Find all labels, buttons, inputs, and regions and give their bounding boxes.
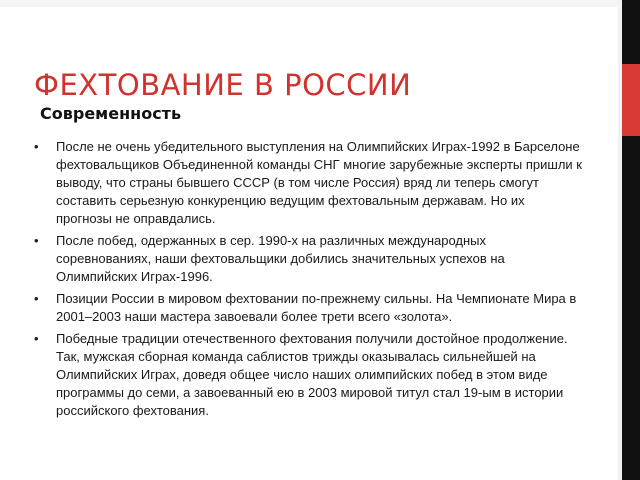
bullet-list [34, 138, 582, 424]
bullet-item [34, 232, 582, 286]
bullet-marker: • [34, 233, 39, 248]
bullet-text: Позиции России в мировом фехтовании по-прежнему сильны. На Чемпионате Мира в 2001–2003 наши мастера завоевали более трети всего «золота». [56, 291, 577, 324]
slide-title: ФЕХТОВАНИЕ В РОССИИ [34, 68, 412, 102]
bullet-text: После не очень убедительного выступления на Олимпийских Играх-1992 в Барселоне фехтовальщиков Объединенной команды СНГ многие зарубежные эксперты пришли к выводу, что страны бывшего СССР (в том числе Россия) вряд ли теперь смогут составить серьезную конкуренцию ведущим фехтовальным державам. Но их прогнозы не оправдались. [56, 139, 582, 226]
right-accent-block [622, 64, 640, 136]
top-decorative-bar [0, 0, 640, 7]
bullet-marker: • [34, 291, 39, 306]
bullet-item [34, 138, 582, 228]
bullet-marker: • [34, 331, 39, 346]
slide-subtitle: Современность [40, 104, 182, 123]
bullet-text: Победные традиции отечественного фехтования получили достойное продолжение. Так, мужская сборная команда саблистов трижды оказывалась сильнейшей на Олимпийских Играх, доведя общее число наших олимпийских побед в этом виде программы до семи, а завоеванный ею в 2003 мировой титул стал 19-ым в истории российского фехтования. [56, 331, 568, 418]
bullet-text: После побед, одержанных в сер. 1990-х на различных международных соревнованиях, наши фехтовальщики добились значительных успехов на Олимпийских Играх-1996. [56, 233, 505, 284]
bullet-item [34, 330, 582, 420]
bullet-item [34, 290, 582, 326]
bullet-marker: • [34, 139, 39, 154]
